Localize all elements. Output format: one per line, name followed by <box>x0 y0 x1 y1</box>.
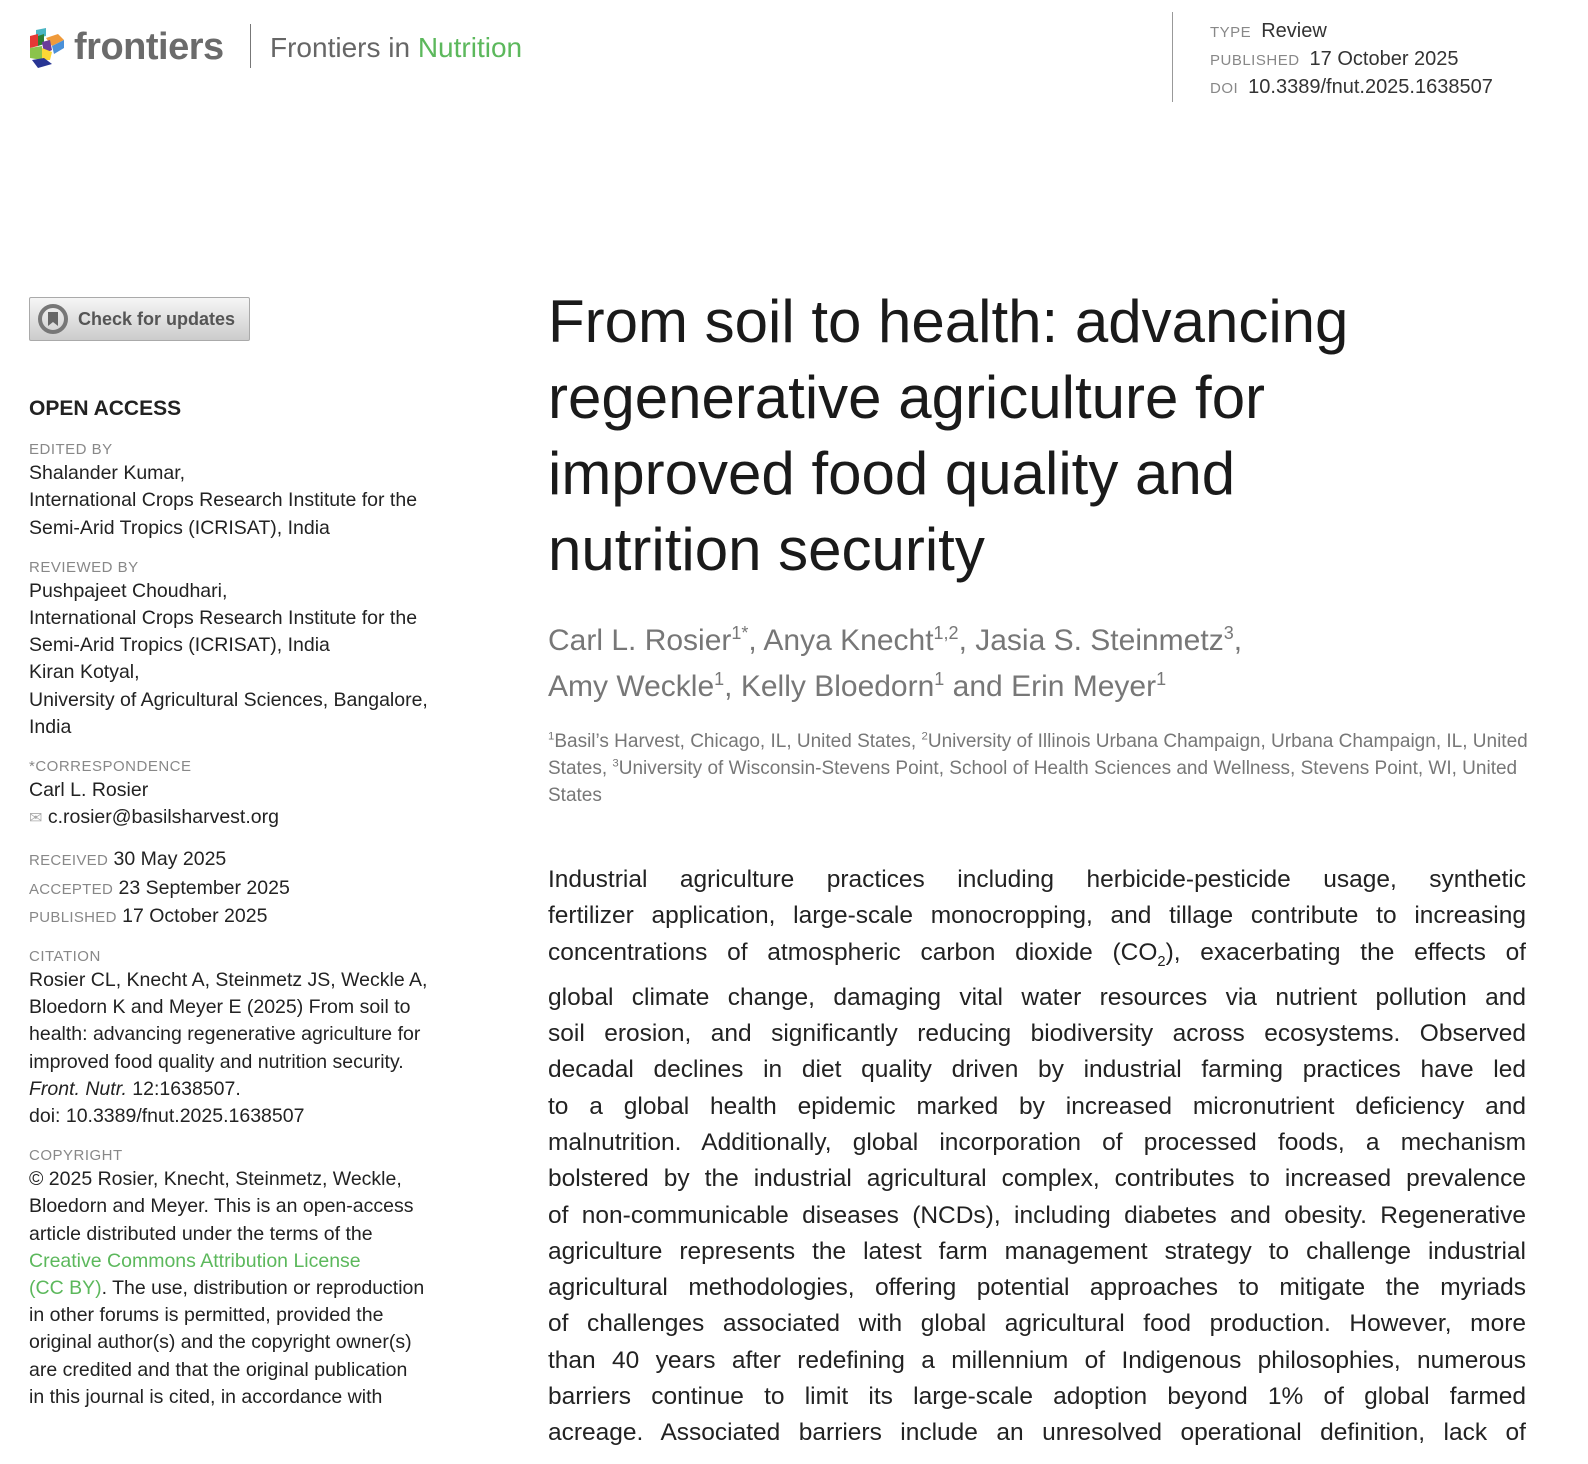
reviewer-line: University of Agricultural Sciences, Bangalore, <box>29 688 428 711</box>
received-date: 30 May 2025 <box>113 848 227 871</box>
type-label: TYPE <box>1210 24 1252 41</box>
header-divider <box>250 24 251 68</box>
title-line: regenerative agriculture for <box>548 364 1266 431</box>
cc-by-link[interactable]: (CC BY) <box>29 1277 102 1300</box>
editor-line: Shalander Kumar, <box>29 462 186 485</box>
affiliation: University of Illinois Urbana Champaign, Urbana Champaign, IL, United States, <box>548 731 1528 779</box>
abstract-text: ), exacerbating the effects of <box>1165 938 1526 966</box>
copyright-line: © 2025 Rosier, Knecht, Steinmetz, Weckle, <box>29 1168 402 1191</box>
citation-doi[interactable]: doi: 10.3389/fnut.2025.1638507 <box>29 1105 305 1128</box>
doi-value[interactable]: 10.3389/fnut.2025.1638507 <box>1248 76 1493 98</box>
sidebar <box>29 395 479 1411</box>
abstract-line <box>548 935 1526 980</box>
and-text: and <box>952 670 1003 703</box>
abstract-rest <box>548 980 1526 1452</box>
copyright-line: are credited and that the original publication <box>29 1358 408 1381</box>
citation-line: Bloedorn K and Meyer E (2025) From soil to <box>29 996 411 1019</box>
citation-line: health: advancing regenerative agriculture for <box>29 1023 421 1046</box>
article-title <box>548 284 1528 588</box>
citation <box>29 967 479 1130</box>
citation-label: CITATION <box>29 948 101 966</box>
abstract-line: soil erosion, and significantly reducing biodiversity across ecosystems. Observed <box>548 1020 1526 1048</box>
author[interactable] <box>975 624 1233 657</box>
accepted-label: ACCEPTED <box>29 880 114 898</box>
open-access-heading: OPEN ACCESS <box>29 397 182 420</box>
copyright-line: in this journal is cited, in accordance with <box>29 1385 383 1408</box>
reviewer-line: International Crops Research Institute for the <box>29 607 418 630</box>
author[interactable] <box>763 624 958 657</box>
affiliation: Basil’s Harvest, Chicago, IL, United States, <box>554 731 922 752</box>
author-sup: 1 <box>1156 669 1167 689</box>
frontiers-cube-icon <box>28 28 66 68</box>
author[interactable] <box>548 624 748 657</box>
abstract-text: concentrations of atmospheric carbon dioxide (CO <box>548 938 1158 966</box>
published-label: PUBLISHED <box>29 908 117 926</box>
doi-label: DOI <box>1210 80 1239 97</box>
editor-line: International Crops Research Institute for the <box>29 489 418 512</box>
abstract-line: malnutrition. Additionally, global incorporation of processed foods, a mechanism <box>548 1128 1526 1156</box>
affiliation-sup: 2 <box>921 730 928 743</box>
author-name: Anya Knecht <box>763 624 934 657</box>
abstract-line: fertilizer application, large-scale monocropping, and tillage contribute to increasing <box>548 902 1526 930</box>
edited-by-label: EDITED BY <box>29 441 113 459</box>
abstract-line: agricultural methodologies, offering potential approaches to mitigate the myriads <box>548 1274 1526 1302</box>
citation-line: Rosier CL, Knecht A, Steinmetz JS, Weckle A, <box>29 969 428 992</box>
citation-journal: Front. Nutr. <box>29 1077 127 1100</box>
journal-title: Nutrition <box>417 32 523 63</box>
author-sup: 1,2 <box>933 623 959 643</box>
abstract-line: bolstered by the industrial agricultural complex, contributes to increased prevalence <box>548 1165 1526 1193</box>
abstract-line: of non-communicable diseases (NCDs), including diabetes and obesity. Regenerative <box>548 1201 1526 1229</box>
citation-volume: 12:1638507. <box>126 1077 241 1100</box>
copyright-line: Bloedorn and Meyer. This is an open-access <box>29 1195 414 1218</box>
author-name: Amy Weckle <box>548 670 715 703</box>
correspondence-name: Carl L. Rosier <box>29 779 149 802</box>
correspondence-email[interactable]: c.rosier@basilsharvest.org <box>47 806 279 829</box>
abstract-line: to a global health epidemic marked by increased micronutrient deficiency and <box>548 1092 1526 1120</box>
editor-line: Semi-Arid Tropics (ICRISAT), India <box>29 516 330 539</box>
author-name: Carl L. Rosier <box>548 624 732 657</box>
journal-prefix: Frontiers in <box>270 32 411 63</box>
copyright-line: article distributed under the terms of the <box>29 1222 373 1245</box>
journal-name[interactable] <box>270 32 522 64</box>
abstract-line: decadal declines in diet quality driven by industrial farming practices have led <box>548 1056 1526 1084</box>
license-link[interactable]: Creative Commons Attribution License <box>29 1249 361 1272</box>
frontiers-logo[interactable] <box>28 26 224 69</box>
affiliations <box>548 728 1528 809</box>
edited-by <box>29 460 479 542</box>
abstract-line: acreage. Associated barriers include an unresolved operational definition, lack of <box>548 1419 1526 1447</box>
abstract-line: Industrial agriculture practices including herbicide-pesticide usage, synthetic <box>548 866 1526 893</box>
author[interactable] <box>548 670 724 703</box>
reviewer-line: Semi-Arid Tropics (ICRISAT), India <box>29 634 330 657</box>
dates <box>29 846 479 931</box>
check-updates-label: Check for updates <box>78 308 236 329</box>
author[interactable] <box>1011 670 1166 703</box>
reviewer-line: Kiran Kotyal, <box>29 661 140 684</box>
reviewed-by-label: REVIEWED BY <box>29 558 139 576</box>
author-name: Erin Meyer <box>1011 670 1157 703</box>
abstract-line: global climate change, damaging vital water resources via nutrient pollution and <box>548 983 1526 1011</box>
affiliation: University of Wisconsin-Stevens Point, School of Health Sciences and Wellness, Stevens Point, WI, United States <box>548 758 1518 806</box>
article-meta <box>1210 18 1493 102</box>
abstract-line: of challenges associated with global agricultural food production. However, more <box>548 1310 1526 1338</box>
title-line: nutrition security <box>548 516 985 583</box>
abstract-line: agriculture represents the latest farm management strategy to challenge industrial <box>548 1237 1526 1265</box>
author[interactable] <box>741 670 944 703</box>
update-badge-icon <box>38 304 68 334</box>
reviewer-line: Pushpajeet Choudhari, <box>29 579 228 602</box>
published-value: 17 October 2025 <box>1309 48 1459 70</box>
affiliation-sup: 1 <box>548 730 555 743</box>
affiliation-sup: 3 <box>612 757 619 770</box>
abstract-line: barriers continue to limit its large-scale adoption beyond 1% of global farmed <box>548 1383 1526 1411</box>
author-sup: 3 <box>1223 623 1234 643</box>
copyright-label: COPYRIGHT <box>29 1147 123 1165</box>
copyright-line: . The use, distribution or reproduction <box>101 1277 425 1300</box>
reviewed-by <box>29 578 479 741</box>
received-label: RECEIVED <box>29 852 109 870</box>
published-date: 17 October 2025 <box>122 904 268 927</box>
co2-subscript: 2 <box>1157 953 1166 970</box>
author-sup: 1* <box>731 623 749 643</box>
correspondence-label: *CORRESPONDENCE <box>29 758 192 776</box>
abstract <box>548 862 1526 1452</box>
author-name: Kelly Bloedorn <box>740 670 935 703</box>
type-value: Review <box>1261 20 1327 42</box>
author-sup: 1 <box>934 669 945 689</box>
copyright <box>29 1166 479 1411</box>
author-sup: 1 <box>714 669 725 689</box>
correspondence-email-row[interactable] <box>29 804 479 832</box>
published-label: PUBLISHED <box>1210 52 1300 69</box>
author-list: Carl L. Rosier$^{1*}$, Anya Knecht$^{1,2}$, Jasia S. Steinmetz$^3$, Amy Weckle$^1$, Kelly Bloedorn$^1$ and Erin Meyer$^1$ <box>548 623 1243 703</box>
reviewer-line: India <box>29 715 72 738</box>
title-line: From soil to health: advancing <box>548 288 1349 355</box>
envelope-icon: ✉ <box>29 810 43 828</box>
check-for-updates-button[interactable] <box>29 297 250 341</box>
meta-divider <box>1172 12 1173 102</box>
title-line: improved food quality and <box>548 440 1236 507</box>
citation-line: improved food quality and nutrition security. <box>29 1050 404 1073</box>
copyright-line: in other forums is permitted, provided the <box>29 1304 384 1327</box>
copyright-line: original author(s) and the copyright owner(s) <box>29 1331 412 1354</box>
accepted-date: 23 September 2025 <box>118 876 290 899</box>
abstract-line: than 40 years after redefining a millennium of Indigenous philosophies, numerous <box>548 1346 1526 1374</box>
author-name: Jasia S. Steinmetz <box>975 624 1224 657</box>
brand-name: frontiers <box>74 26 224 68</box>
